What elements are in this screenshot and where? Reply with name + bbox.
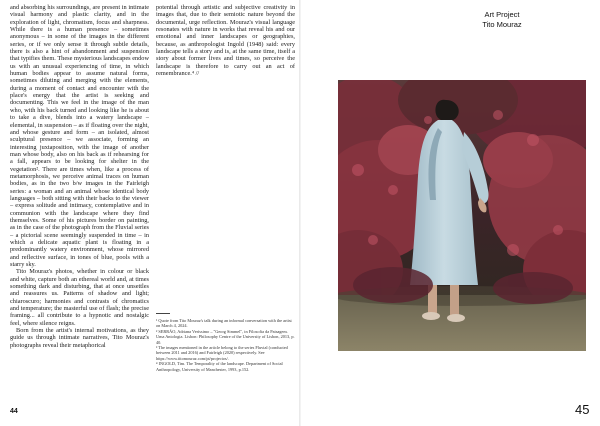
body-column-right — [156, 4, 295, 119]
page-number-right: 45 — [575, 402, 590, 417]
footnotes — [156, 313, 295, 372]
page-number-left: 44 — [10, 408, 18, 415]
section-header — [432, 10, 572, 30]
body-paragraph: Born from the artist's internal motivations, as they guide us through intimate narratives, Tito Mouraz's photographs reveal their metaphorical — [10, 327, 149, 349]
footnote-rule — [156, 313, 170, 314]
body-paragraph: and absorbing his surroundings, are present in intimate visual harmony and plastic clarity, and in the exploration of light, chromatism, focus and sharpness. While there is a human presence – sometimes anonymous – in some of the images in the different series, or if we only sense it through subtle details, there is also a hint of abandonment and suspension that typifies them. These mysterious landscapes endow us with an unusual experiencing of time, in which human bodies appear to assume natural forms, sometimes diluting and merging with the elements, during a moment of contact and encounter with the place's energy that the artist is seeking and documenting. This we feel in the image of the man who, with his back turned and looking like he is about to take a dive, blends into a watery landscape – elemental, in suspension – as if floating over the night, and whose gesture and form – an isolated, almost sculptural presence – we associate, forming an interesting juxtaposition, with the image of another man whose body, also on his back as if rehearsing for a fall, appears to be looking for shelter in the vegetation². There are times when, like a process of metamorphosis, we perceive animal traces on human bodies, as in the two b/w images in the Fairleigh series: a woman and an animal whose identical body languages – both sitting with their backs to the viewer – express solitude and intimacy, contemplative and in communion with the landscape where they find themselves. Some of his pictures border on painting, as in the case of the photograph from the Fluvial series – a pictorial scene seemingly suspended in time – in which a delicate aquatic plant is floating in a predominantly watery environment, whose mirrored and reflective surface, in tones of blue, pools with a starry sky. — [10, 4, 149, 269]
footnote: ¹ Quote from Tito Mouraz's talk during an informal conversation with the artist on March 4, 2024. — [156, 318, 292, 329]
body-column-left — [10, 4, 149, 380]
artwork-photograph — [338, 80, 586, 351]
footnote: ² SERRÃO, Adriana Veríssimo – "Georg Simmel", in Filosofia da Paisagem. Uma Antologia. Lisbon: Philosophy Centre of the University of Lisbon, 2013, p. 40. — [156, 328, 295, 345]
body-paragraph: potential through artistic and subjective creativity in images that, due to their semiotic nature beyond the documental, urge reflection. Mouraz's visual language resonates with nature in works that reveal his and our emotional and inner landscapes or geographies, because, as anthropologist Ingold (1948) said: every landscape tells a story and is, at the same time, itself a story about former lives and times, so perceive the landscape is therefore to carry out an act of remembrance.⁴ // — [156, 4, 295, 78]
section-title: Art Project — [484, 10, 520, 19]
footnote: ⁴ INGOLD, Tim. The Temporality of the landscape. Department of Social Anthropology, University of Manchester, 1993, p.152. — [156, 361, 283, 372]
body-paragraph: Tito Mouraz's photos, whether in colour or black and white, capture both an ethereal world and, at times something dark and disturbing, that at once unsettles and reassures us. Patterns of shadow and light; chiaroscuro; harmonies and contrasts of chromatics and temperature; the masterful use of flash; the precise framing... all contribute to a hypnotic and nostalgic feel, where silence reigns. — [10, 268, 149, 327]
artist-name: Tito Mouraz — [482, 20, 522, 29]
page-gutter — [299, 0, 301, 426]
footnote: ³ The images mentioned in the article belong to the series Fluvial (conducted between 2011 and 2016) and Fairleigh (2020) respectively. See https://www.titomouraz.com/pt/projectos/. — [156, 345, 288, 361]
photograph-woman-in-red-foliage — [338, 80, 586, 351]
